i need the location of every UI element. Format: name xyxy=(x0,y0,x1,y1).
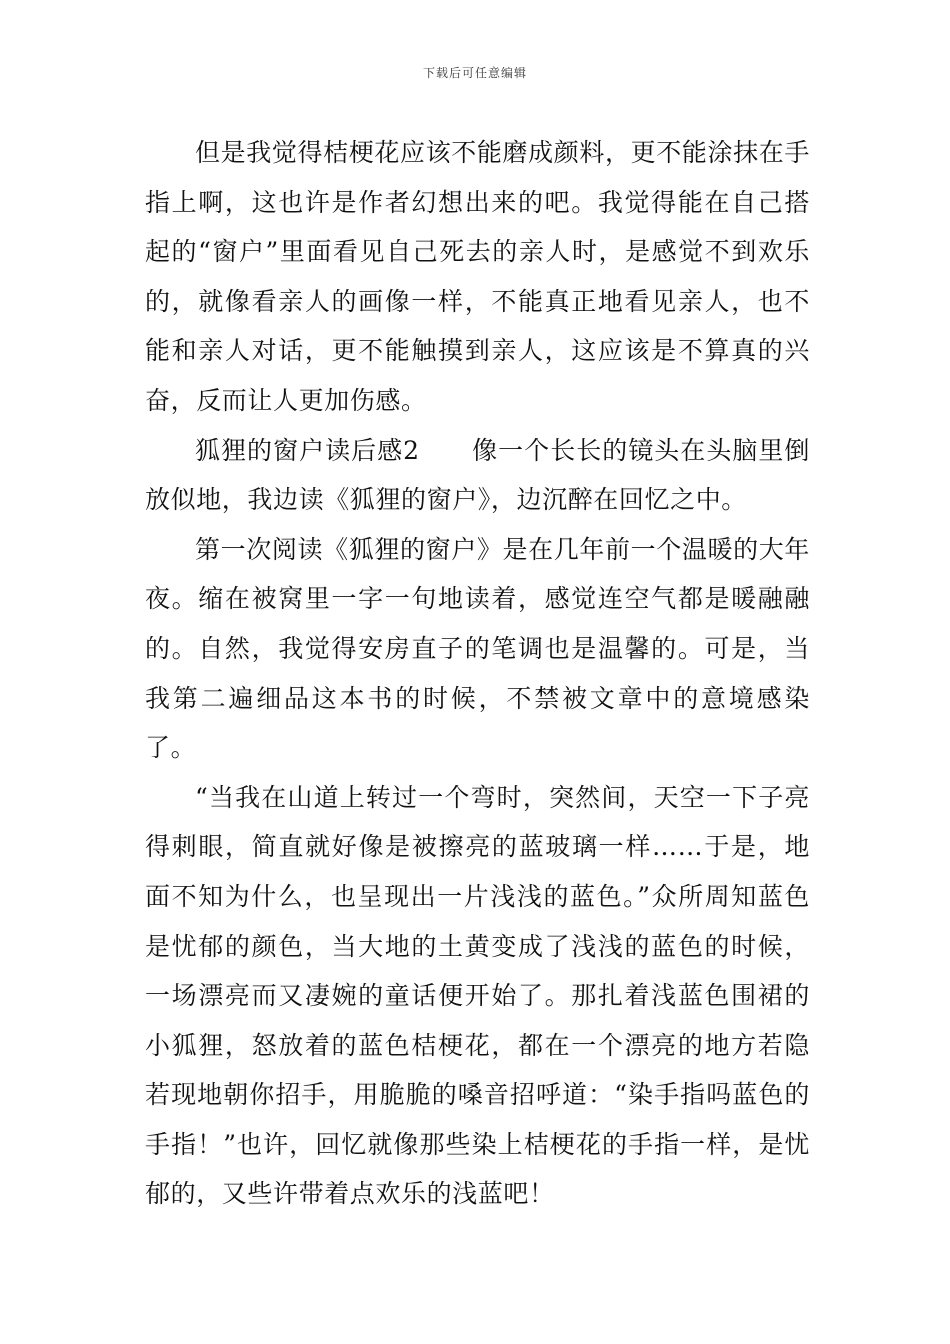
paragraph: 狐狸的窗户读后感2 像一个长长的镜头在头脑里倒放似地，我边读《狐狸的窗户》，边沉醉在回忆之中。 xyxy=(145,435,810,515)
paragraph: 第一次阅读《狐狸的窗户》是在几年前一个温暖的大年夜。缩在被窝里一字一句地读着，感觉连空气都是暖融融的。自然，我觉得安房直子的笔调也是温馨的。可是，当我第二遍细品这本书的时候，不禁被文章中的意境感染了。 xyxy=(145,534,810,763)
paragraph: “当我在山道上转过一个弯时，突然间，天空一下子亮得刺眼，简直就好像是被擦亮的蓝玻璃一样……于是，地面不知为什么，也呈现出一片浅浅的蓝色。”众所周知蓝色是忧郁的颜色，当大地的土黄变成了浅浅的蓝色的时候，一场漂亮而又凄婉的童话便开始了。那扎着浅蓝色围裙的小狐狸，怒放着的蓝色桔梗花，都在一个漂亮的地方若隐若现地朝你招手，用脆脆的嗓音招呼道：“染手指吗蓝色的手指！”也许，回忆就像那些染上桔梗花的手指一样，是忧郁的，又些许带着点欢乐的浅蓝吧！ xyxy=(145,782,810,1209)
document-body xyxy=(145,128,810,1219)
page-header-note: 下载后可任意编辑 xyxy=(422,66,527,80)
paragraph: 但是我觉得桔梗花应该不能磨成颜料，更不能涂抹在手指上啊，这也许是作者幻想出来的吧。我觉得能在自己搭起的“窗户”里面看见自己死去的亲人时，是感觉不到欢乐的，就像看亲人的画像一样，不能真正地看见亲人，也不能和亲人对话，更不能触摸到亲人，这应该是不算真的兴奋，反而让人更加伤感。 xyxy=(145,138,810,415)
